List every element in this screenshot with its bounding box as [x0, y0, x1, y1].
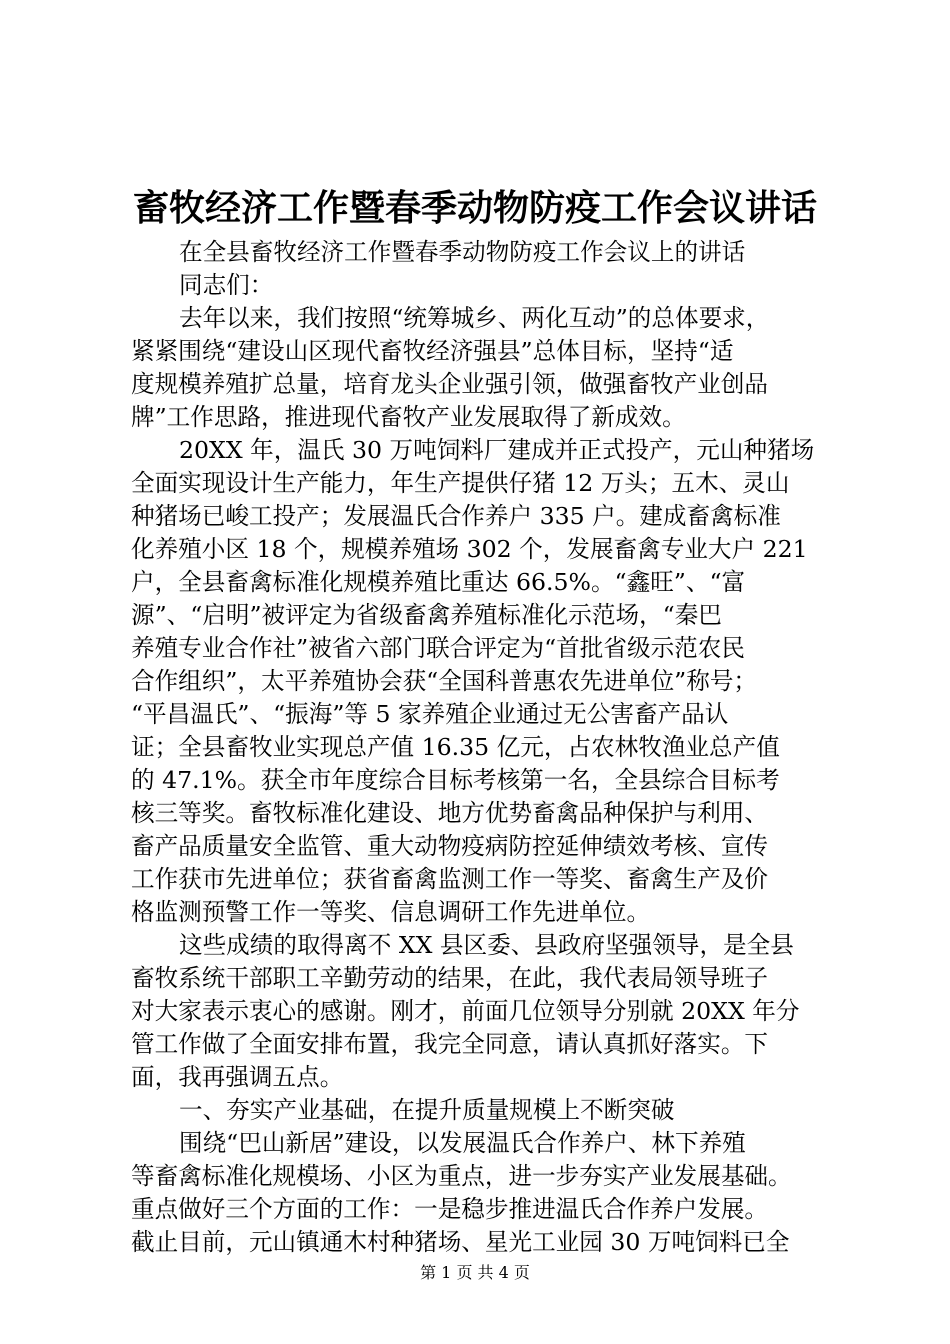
body-line: 重点做好三个方面的工作：一是稳步推进温氏合作养户发展。: [131, 1195, 769, 1223]
body-line: 去年以来，我们按照“统筹城乡、两化互动”的总体要求，: [179, 304, 770, 332]
body-line: 在全县畜牧经济工作暨春季动物防疫工作会议上的讲话: [179, 238, 746, 266]
body-line: 证；全县畜牧业实现总产值 16.35 亿元，占农林牧渔业总产值: [131, 733, 780, 761]
body-line: 的 47.1%。获全市年度综合目标考核第一名，全县综合目标考: [131, 766, 780, 794]
body-line: 全面实现设计生产能力，年生产提供仔猪 12 万头；五木、灵山: [131, 469, 790, 497]
body-line: 畜牧系统干部职工辛勤劳动的结果，在此，我代表局领导班子: [131, 964, 769, 992]
body-line: 度规模养殖扩总量，培育龙头企业强引领，做强畜牧产业创品: [131, 370, 769, 398]
body-line: 面，我再强调五点。: [131, 1063, 344, 1091]
body-line: 一、夯实产业基础，在提升质量规模上不断突破: [179, 1096, 675, 1124]
body-line: 同志们：: [179, 271, 274, 299]
body-line: 核三等奖。畜牧标准化建设、地方优势畜禽品种保护与利用、: [131, 799, 769, 827]
body-line: 户，全县畜禽标准化规模养殖比重达 66.5%。“鑫旺”、“富: [131, 568, 746, 596]
body-line: 紧紧围绕“建设山区现代畜牧经济强县”总体目标，坚持“适: [131, 337, 734, 365]
body-line: 截止目前，元山镇通木村种猪场、星光工业园 30 万吨饲料已全: [131, 1228, 790, 1256]
body-line: 20XX 年，温氏 30 万吨饲料厂建成并正式投产，元山种猪场: [179, 436, 815, 464]
body-line: 工作获市先进单位；获省畜禽监测工作一等奖、畜禽生产及价: [131, 865, 769, 893]
body-line: 等畜禽标准化规模场、小区为重点，进一步夯实产业发展基础。: [131, 1162, 792, 1190]
body-line: 这些成绩的取得离不 XX 县区委、县政府坚强领导，是全县: [179, 931, 794, 959]
page-footer: 第 1 页 共 4 页: [420, 1263, 530, 1282]
body-line: 合作组织”，太平养殖协会获“全国科普惠农先进单位”称号；: [131, 667, 758, 695]
document-body: [131, 236, 831, 1259]
body-line: 畜产品质量安全监管、重大动物疫病防控延伸绩效考核、宣传: [131, 832, 769, 860]
body-line: “平昌温氏”、“振海”等 5 家养殖企业通过无公害畜产品认: [131, 700, 729, 728]
body-line: 种猪场已峻工投产；发展温氏合作养户 335 户。建成畜禽标准: [131, 502, 781, 530]
body-line: 源”、“启明”被评定为省级畜禽养殖标准化示范场，“秦巴: [131, 601, 722, 629]
body-line: 围绕“巴山新居”建设，以发展温氏合作养户、林下养殖: [179, 1129, 746, 1157]
body-line: 对大家表示衷心的感谢。刚才，前面几位领导分别就 20XX 年分: [131, 997, 800, 1025]
body-line: 格监测预警工作一等奖、信息调研工作先进单位。: [131, 898, 651, 926]
body-line: 牌”工作思路，推进现代畜牧产业发展取得了新成效。: [131, 403, 686, 431]
body-line: 化养殖小区 18 个，规模养殖场 302 个，发展畜禽专业大户 221: [131, 535, 808, 563]
body-line: 养殖专业合作社”被省六部门联合评定为“首批省级示范农民: [131, 634, 745, 662]
body-line: 管工作做了全面安排布置，我完全同意，请认真抓好落实。下: [131, 1030, 769, 1058]
document-title: 畜牧经济工作暨春季动物防疫工作会议讲话: [132, 187, 817, 229]
